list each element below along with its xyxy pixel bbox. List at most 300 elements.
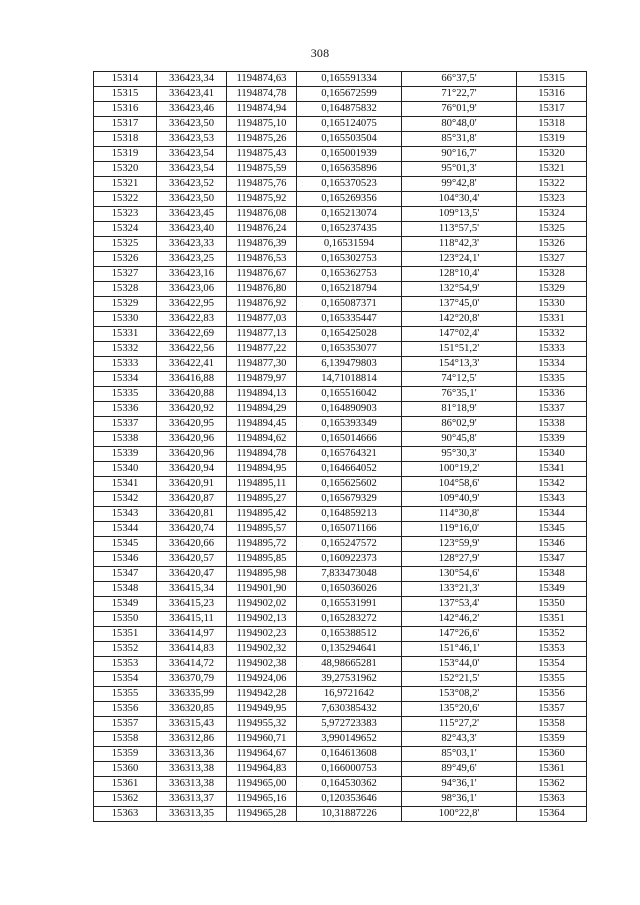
next-point-cell: 15318 (517, 117, 587, 132)
distance-cell: 0,165362753 (297, 267, 402, 282)
x-coordinate-cell: 336420,94 (157, 462, 227, 477)
point-number-cell: 15351 (94, 627, 157, 642)
point-number-cell: 15315 (94, 87, 157, 102)
table-row (94, 132, 587, 147)
point-number-cell: 15347 (94, 567, 157, 582)
x-coordinate-cell: 336422,56 (157, 342, 227, 357)
x-coordinate-cell: 336423,50 (157, 117, 227, 132)
next-point-cell: 15351 (517, 612, 587, 627)
distance-cell: 6,139479803 (297, 357, 402, 372)
next-point-cell: 15337 (517, 402, 587, 417)
distance-cell: 0,165370523 (297, 177, 402, 192)
next-point-cell: 15360 (517, 747, 587, 762)
y-coordinate-cell: 1194895,72 (227, 537, 297, 552)
next-point-cell: 15361 (517, 762, 587, 777)
table-row (94, 342, 587, 357)
distance-cell: 16,9721642 (297, 687, 402, 702)
next-point-cell: 15325 (517, 222, 587, 237)
y-coordinate-cell: 1194894,45 (227, 417, 297, 432)
y-coordinate-cell: 1194875,43 (227, 147, 297, 162)
x-coordinate-cell: 336420,95 (157, 417, 227, 432)
next-point-cell: 15341 (517, 462, 587, 477)
table-row (94, 447, 587, 462)
y-coordinate-cell: 1194895,85 (227, 552, 297, 567)
distance-cell: 0,135294641 (297, 642, 402, 657)
bearing-cell: 151°51,2' (402, 342, 517, 357)
table-row (94, 792, 587, 807)
next-point-cell: 15339 (517, 432, 587, 447)
y-coordinate-cell: 1194877,22 (227, 342, 297, 357)
y-coordinate-cell: 1194955,32 (227, 717, 297, 732)
x-coordinate-cell: 336422,41 (157, 357, 227, 372)
next-point-cell: 15323 (517, 192, 587, 207)
bearing-cell: 74°12,5' (402, 372, 517, 387)
y-coordinate-cell: 1194874,94 (227, 102, 297, 117)
next-point-cell: 15363 (517, 792, 587, 807)
x-coordinate-cell: 336414,83 (157, 642, 227, 657)
point-number-cell: 15333 (94, 357, 157, 372)
distance-cell: 0,165679329 (297, 492, 402, 507)
distance-cell: 0,165353077 (297, 342, 402, 357)
point-number-cell: 15350 (94, 612, 157, 627)
table-row (94, 177, 587, 192)
x-coordinate-cell: 336415,34 (157, 582, 227, 597)
point-number-cell: 15358 (94, 732, 157, 747)
table-row (94, 402, 587, 417)
x-coordinate-cell: 336422,69 (157, 327, 227, 342)
next-point-cell: 15344 (517, 507, 587, 522)
point-number-cell: 15343 (94, 507, 157, 522)
y-coordinate-cell: 1194902,38 (227, 657, 297, 672)
distance-cell: 39,27531962 (297, 672, 402, 687)
distance-cell: 0,165237435 (297, 222, 402, 237)
point-number-cell: 15342 (94, 492, 157, 507)
table-row (94, 72, 587, 87)
table-row (94, 582, 587, 597)
table-row (94, 267, 587, 282)
bearing-cell: 128°27,9' (402, 552, 517, 567)
table-row (94, 432, 587, 447)
y-coordinate-cell: 1194895,27 (227, 492, 297, 507)
point-number-cell: 15338 (94, 432, 157, 447)
y-coordinate-cell: 1194902,02 (227, 597, 297, 612)
distance-cell: 0,164859213 (297, 507, 402, 522)
distance-cell: 0,165218794 (297, 282, 402, 297)
point-number-cell: 15325 (94, 237, 157, 252)
y-coordinate-cell: 1194875,76 (227, 177, 297, 192)
table-row (94, 282, 587, 297)
point-number-cell: 15331 (94, 327, 157, 342)
table-row (94, 597, 587, 612)
y-coordinate-cell: 1194877,03 (227, 312, 297, 327)
bearing-cell: 130°54,6' (402, 567, 517, 582)
bearing-cell: 118°42,3' (402, 237, 517, 252)
point-number-cell: 15362 (94, 792, 157, 807)
bearing-cell: 137°45,0' (402, 297, 517, 312)
next-point-cell: 15326 (517, 237, 587, 252)
x-coordinate-cell: 336414,72 (157, 657, 227, 672)
y-coordinate-cell: 1194924,06 (227, 672, 297, 687)
point-number-cell: 15354 (94, 672, 157, 687)
distance-cell: 14,71018814 (297, 372, 402, 387)
table-row (94, 117, 587, 132)
next-point-cell: 15345 (517, 522, 587, 537)
bearing-cell: 76°01,9' (402, 102, 517, 117)
coordinates-table (93, 71, 587, 822)
bearing-cell: 132°54,9' (402, 282, 517, 297)
bearing-cell: 153°44,0' (402, 657, 517, 672)
x-coordinate-cell: 336422,95 (157, 297, 227, 312)
distance-cell: 0,165625602 (297, 477, 402, 492)
point-number-cell: 15344 (94, 522, 157, 537)
point-number-cell: 15329 (94, 297, 157, 312)
bearing-cell: 85°03,1' (402, 747, 517, 762)
y-coordinate-cell: 1194876,80 (227, 282, 297, 297)
y-coordinate-cell: 1194894,78 (227, 447, 297, 462)
x-coordinate-cell: 336420,96 (157, 447, 227, 462)
next-point-cell: 15338 (517, 417, 587, 432)
table-row (94, 417, 587, 432)
next-point-cell: 15348 (517, 567, 587, 582)
distance-cell: 3,990149652 (297, 732, 402, 747)
point-number-cell: 15359 (94, 747, 157, 762)
x-coordinate-cell: 336420,88 (157, 387, 227, 402)
next-point-cell: 15352 (517, 627, 587, 642)
bearing-cell: 99°42,8' (402, 177, 517, 192)
y-coordinate-cell: 1194875,92 (227, 192, 297, 207)
y-coordinate-cell: 1194879,97 (227, 372, 297, 387)
bearing-cell: 86°02,9' (402, 417, 517, 432)
next-point-cell: 15340 (517, 447, 587, 462)
distance-cell: 7,833473048 (297, 567, 402, 582)
bearing-cell: 90°45,8' (402, 432, 517, 447)
next-point-cell: 15343 (517, 492, 587, 507)
bearing-cell: 71°22,7' (402, 87, 517, 102)
table-row (94, 807, 587, 822)
table-row (94, 522, 587, 537)
x-coordinate-cell: 336312,86 (157, 732, 227, 747)
distance-cell: 0,164875832 (297, 102, 402, 117)
x-coordinate-cell: 336370,79 (157, 672, 227, 687)
table-row (94, 657, 587, 672)
point-number-cell: 15340 (94, 462, 157, 477)
point-number-cell: 15336 (94, 402, 157, 417)
x-coordinate-cell: 336423,45 (157, 207, 227, 222)
distance-cell: 0,165591334 (297, 72, 402, 87)
bearing-cell: 119°16,0' (402, 522, 517, 537)
next-point-cell: 15330 (517, 297, 587, 312)
next-point-cell: 15334 (517, 357, 587, 372)
table-row (94, 492, 587, 507)
next-point-cell: 15336 (517, 387, 587, 402)
bearing-cell: 147°26,6' (402, 627, 517, 642)
next-point-cell: 15333 (517, 342, 587, 357)
distance-cell: 0,165516042 (297, 387, 402, 402)
distance-cell: 0,166000753 (297, 762, 402, 777)
distance-cell: 7,630385432 (297, 702, 402, 717)
bearing-cell: 90°16,7' (402, 147, 517, 162)
distance-cell: 0,165531991 (297, 597, 402, 612)
y-coordinate-cell: 1194894,29 (227, 402, 297, 417)
bearing-cell: 104°58,6' (402, 477, 517, 492)
y-coordinate-cell: 1194875,26 (227, 132, 297, 147)
y-coordinate-cell: 1194965,16 (227, 792, 297, 807)
bearing-cell: 95°01,3' (402, 162, 517, 177)
table-row (94, 237, 587, 252)
table-row (94, 327, 587, 342)
distance-cell: 5,972723383 (297, 717, 402, 732)
next-point-cell: 15320 (517, 147, 587, 162)
point-number-cell: 15322 (94, 192, 157, 207)
next-point-cell: 15353 (517, 642, 587, 657)
y-coordinate-cell: 1194901,90 (227, 582, 297, 597)
point-number-cell: 15357 (94, 717, 157, 732)
y-coordinate-cell: 1194875,10 (227, 117, 297, 132)
y-coordinate-cell: 1194895,98 (227, 567, 297, 582)
y-coordinate-cell: 1194895,42 (227, 507, 297, 522)
x-coordinate-cell: 336423,53 (157, 132, 227, 147)
x-coordinate-cell: 336420,81 (157, 507, 227, 522)
x-coordinate-cell: 336313,35 (157, 807, 227, 822)
bearing-cell: 123°24,1' (402, 252, 517, 267)
table-row (94, 612, 587, 627)
table-row (94, 312, 587, 327)
x-coordinate-cell: 336313,38 (157, 777, 227, 792)
y-coordinate-cell: 1194875,59 (227, 162, 297, 177)
table-row (94, 477, 587, 492)
next-point-cell: 15329 (517, 282, 587, 297)
table-row (94, 162, 587, 177)
y-coordinate-cell: 1194965,28 (227, 807, 297, 822)
y-coordinate-cell: 1194960,71 (227, 732, 297, 747)
distance-cell: 48,98665281 (297, 657, 402, 672)
bearing-cell: 135°20,6' (402, 702, 517, 717)
point-number-cell: 15332 (94, 342, 157, 357)
point-number-cell: 15352 (94, 642, 157, 657)
table-row (94, 717, 587, 732)
next-point-cell: 15321 (517, 162, 587, 177)
y-coordinate-cell: 1194894,62 (227, 432, 297, 447)
next-point-cell: 15315 (517, 72, 587, 87)
bearing-cell: 123°59,9' (402, 537, 517, 552)
distance-cell: 0,164613608 (297, 747, 402, 762)
table-row (94, 222, 587, 237)
distance-cell: 0,165071166 (297, 522, 402, 537)
distance-cell: 0,165425028 (297, 327, 402, 342)
x-coordinate-cell: 336415,23 (157, 597, 227, 612)
y-coordinate-cell: 1194964,83 (227, 762, 297, 777)
y-coordinate-cell: 1194902,32 (227, 642, 297, 657)
table-row (94, 552, 587, 567)
table-row (94, 567, 587, 582)
next-point-cell: 15357 (517, 702, 587, 717)
table-row (94, 507, 587, 522)
distance-cell: 0,165014666 (297, 432, 402, 447)
bearing-cell: 128°10,4' (402, 267, 517, 282)
x-coordinate-cell: 336315,43 (157, 717, 227, 732)
distance-cell: 0,165001939 (297, 147, 402, 162)
distance-cell: 0,165335447 (297, 312, 402, 327)
point-number-cell: 15321 (94, 177, 157, 192)
point-number-cell: 15361 (94, 777, 157, 792)
x-coordinate-cell: 336420,74 (157, 522, 227, 537)
next-point-cell: 15324 (517, 207, 587, 222)
next-point-cell: 15364 (517, 807, 587, 822)
y-coordinate-cell: 1194874,78 (227, 87, 297, 102)
bearing-cell: 82°43,3' (402, 732, 517, 747)
x-coordinate-cell: 336320,85 (157, 702, 227, 717)
point-number-cell: 15346 (94, 552, 157, 567)
point-number-cell: 15317 (94, 117, 157, 132)
x-coordinate-cell: 336313,37 (157, 792, 227, 807)
bearing-cell: 80°48,0' (402, 117, 517, 132)
table-row (94, 372, 587, 387)
distance-cell: 0,164530362 (297, 777, 402, 792)
x-coordinate-cell: 336423,54 (157, 147, 227, 162)
point-number-cell: 15318 (94, 132, 157, 147)
point-number-cell: 15355 (94, 687, 157, 702)
point-number-cell: 15348 (94, 582, 157, 597)
point-number-cell: 15324 (94, 222, 157, 237)
distance-cell: 0,165503504 (297, 132, 402, 147)
bearing-cell: 81°18,9' (402, 402, 517, 417)
bearing-cell: 100°22,8' (402, 807, 517, 822)
point-number-cell: 15330 (94, 312, 157, 327)
next-point-cell: 15342 (517, 477, 587, 492)
next-point-cell: 15358 (517, 717, 587, 732)
x-coordinate-cell: 336423,52 (157, 177, 227, 192)
bearing-cell: 153°08,2' (402, 687, 517, 702)
x-coordinate-cell: 336313,38 (157, 762, 227, 777)
bearing-cell: 66°37,5' (402, 72, 517, 87)
point-number-cell: 15335 (94, 387, 157, 402)
y-coordinate-cell: 1194876,67 (227, 267, 297, 282)
next-point-cell: 15316 (517, 87, 587, 102)
bearing-cell: 137°53,4' (402, 597, 517, 612)
y-coordinate-cell: 1194902,13 (227, 612, 297, 627)
point-number-cell: 15334 (94, 372, 157, 387)
next-point-cell: 15350 (517, 597, 587, 612)
x-coordinate-cell: 336423,34 (157, 72, 227, 87)
distance-cell: 0,160922373 (297, 552, 402, 567)
y-coordinate-cell: 1194876,24 (227, 222, 297, 237)
point-number-cell: 15360 (94, 762, 157, 777)
bearing-cell: 115°27,2' (402, 717, 517, 732)
bearing-cell: 95°30,3' (402, 447, 517, 462)
table-row (94, 747, 587, 762)
y-coordinate-cell: 1194877,30 (227, 357, 297, 372)
distance-cell: 0,165388512 (297, 627, 402, 642)
y-coordinate-cell: 1194876,92 (227, 297, 297, 312)
point-number-cell: 15327 (94, 267, 157, 282)
x-coordinate-cell: 336423,50 (157, 192, 227, 207)
point-number-cell: 15337 (94, 417, 157, 432)
table-row (94, 777, 587, 792)
y-coordinate-cell: 1194877,13 (227, 327, 297, 342)
y-coordinate-cell: 1194895,57 (227, 522, 297, 537)
next-point-cell: 15356 (517, 687, 587, 702)
y-coordinate-cell: 1194874,63 (227, 72, 297, 87)
point-number-cell: 15320 (94, 162, 157, 177)
distance-cell: 0,165036026 (297, 582, 402, 597)
next-point-cell: 15322 (517, 177, 587, 192)
y-coordinate-cell: 1194894,13 (227, 387, 297, 402)
x-coordinate-cell: 336423,54 (157, 162, 227, 177)
x-coordinate-cell: 336420,87 (157, 492, 227, 507)
x-coordinate-cell: 336423,40 (157, 222, 227, 237)
next-point-cell: 15355 (517, 672, 587, 687)
point-number-cell: 15326 (94, 252, 157, 267)
bearing-cell: 98°36,1' (402, 792, 517, 807)
point-number-cell: 15314 (94, 72, 157, 87)
bearing-cell: 142°20,8' (402, 312, 517, 327)
bearing-cell: 147°02,4' (402, 327, 517, 342)
point-number-cell: 15356 (94, 702, 157, 717)
distance-cell: 0,165269356 (297, 192, 402, 207)
point-number-cell: 15345 (94, 537, 157, 552)
y-coordinate-cell: 1194894,95 (227, 462, 297, 477)
x-coordinate-cell: 336416,88 (157, 372, 227, 387)
x-coordinate-cell: 336423,25 (157, 252, 227, 267)
distance-cell: 0,165247572 (297, 537, 402, 552)
y-coordinate-cell: 1194949,95 (227, 702, 297, 717)
y-coordinate-cell: 1194942,28 (227, 687, 297, 702)
bearing-cell: 100°19,2' (402, 462, 517, 477)
table-row (94, 252, 587, 267)
distance-cell: 0,165672599 (297, 87, 402, 102)
next-point-cell: 15331 (517, 312, 587, 327)
bearing-cell: 109°40,9' (402, 492, 517, 507)
distance-cell: 0,165087371 (297, 297, 402, 312)
next-point-cell: 15346 (517, 537, 587, 552)
table-row (94, 297, 587, 312)
distance-cell: 0,165393349 (297, 417, 402, 432)
next-point-cell: 15359 (517, 732, 587, 747)
distance-cell: 0,165124075 (297, 117, 402, 132)
table-row (94, 642, 587, 657)
table-row (94, 702, 587, 717)
x-coordinate-cell: 336414,97 (157, 627, 227, 642)
table-row (94, 732, 587, 747)
next-point-cell: 15362 (517, 777, 587, 792)
bearing-cell: 104°30,4' (402, 192, 517, 207)
next-point-cell: 15328 (517, 267, 587, 282)
table-row (94, 462, 587, 477)
x-coordinate-cell: 336423,46 (157, 102, 227, 117)
y-coordinate-cell: 1194876,39 (227, 237, 297, 252)
x-coordinate-cell: 336420,66 (157, 537, 227, 552)
table-row (94, 387, 587, 402)
bearing-cell: 151°46,1' (402, 642, 517, 657)
table-row (94, 192, 587, 207)
table-row (94, 687, 587, 702)
x-coordinate-cell: 336420,47 (157, 567, 227, 582)
x-coordinate-cell: 336415,11 (157, 612, 227, 627)
y-coordinate-cell: 1194964,67 (227, 747, 297, 762)
y-coordinate-cell: 1194895,11 (227, 477, 297, 492)
point-number-cell: 15323 (94, 207, 157, 222)
y-coordinate-cell: 1194965,00 (227, 777, 297, 792)
table-row (94, 762, 587, 777)
x-coordinate-cell: 336335,99 (157, 687, 227, 702)
bearing-cell: 89°49,6' (402, 762, 517, 777)
table-row (94, 207, 587, 222)
distance-cell: 0,164664052 (297, 462, 402, 477)
bearing-cell: 154°13,3' (402, 357, 517, 372)
x-coordinate-cell: 336313,36 (157, 747, 227, 762)
distance-cell: 0,16531594 (297, 237, 402, 252)
point-number-cell: 15363 (94, 807, 157, 822)
